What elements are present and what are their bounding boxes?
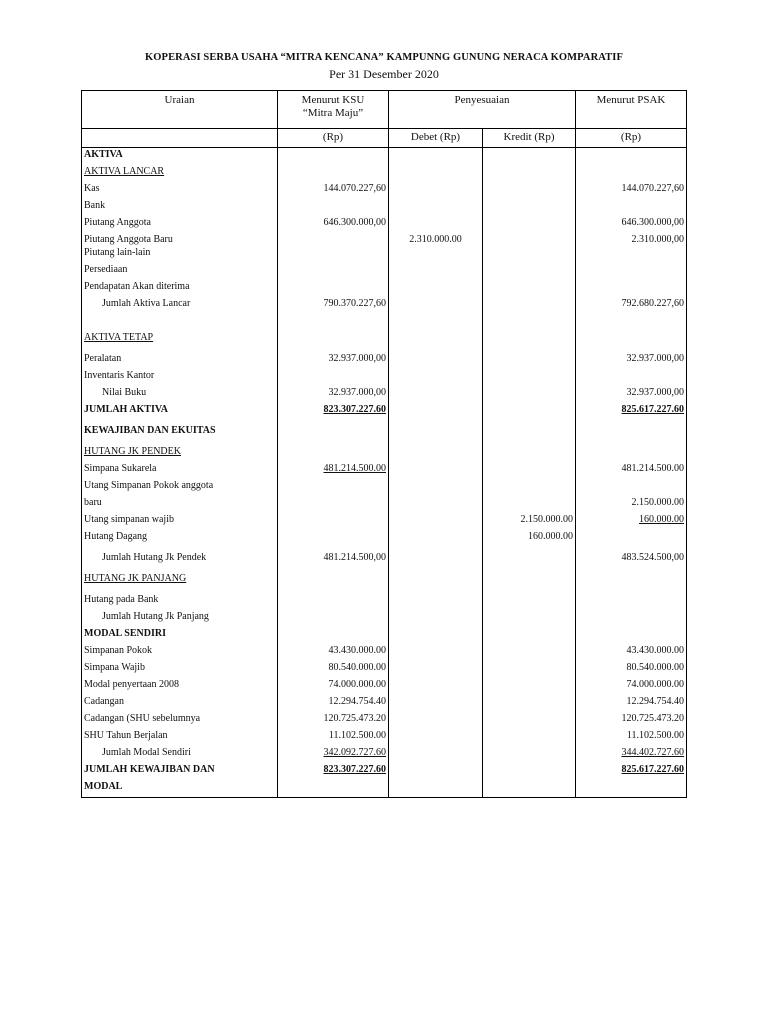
- table-row: [82, 420, 687, 445]
- value-psak: 344.402.727.60: [621, 747, 685, 758]
- row-label: Utang simpanan wajib: [82, 513, 278, 530]
- col-header-ksu-line1: Menurut KSU: [301, 94, 365, 106]
- row-label: baru: [82, 496, 278, 513]
- table-row: [82, 678, 687, 695]
- value-ksu: 80.540.000.00: [278, 661, 389, 678]
- value-psak: 120.725.473.20: [576, 712, 687, 729]
- table-row: [82, 263, 687, 280]
- balance-sheet-table: [81, 90, 687, 798]
- value-psak: 825.617.227.60: [621, 764, 685, 775]
- row-label: Bank: [82, 199, 278, 216]
- section-kewajiban-ekuitas: KEWAJIBAN DAN EKUITAS: [82, 420, 278, 445]
- value-psak: 80.540.000.00: [576, 661, 687, 678]
- table-row: [82, 729, 687, 746]
- value-ksu: 32.937.000,00: [278, 386, 389, 403]
- table-row: [82, 246, 687, 263]
- table-row: [82, 627, 687, 644]
- value-psak: 74.000.000.00: [576, 678, 687, 695]
- value-ksu: 43.430.000.00: [278, 644, 389, 661]
- col-subheader-ksu: (Rp): [278, 129, 389, 148]
- value-ksu: 790.370.227,60: [278, 297, 389, 314]
- table-row: [82, 148, 687, 166]
- value-psak: 825.617.227.60: [621, 404, 685, 415]
- value-psak: 483.524.500,00: [576, 547, 687, 572]
- table-subheader-row: [82, 129, 687, 148]
- table-row: [82, 547, 687, 572]
- table-row: [82, 593, 687, 610]
- section-hutang-pendek: HUTANG JK PENDEK: [84, 446, 181, 457]
- table-row: [82, 280, 687, 297]
- value-psak: 32.937.000,00: [576, 386, 687, 403]
- table-row: [82, 513, 687, 530]
- table-row: [82, 746, 687, 763]
- value-psak: 481.214.500.00: [576, 462, 687, 479]
- table-row: [82, 763, 687, 780]
- table-row: [82, 182, 687, 199]
- row-label: Inventaris Kantor: [82, 369, 278, 386]
- col-subheader-debet: Debet (Rp): [389, 129, 483, 148]
- value-ksu: 646.300.000,00: [278, 216, 389, 233]
- row-label: Pendapatan Akan diterima: [82, 280, 278, 297]
- col-subheader-uraian: [82, 129, 278, 148]
- row-label: Persediaan: [82, 263, 278, 280]
- value-psak: 11.102.500.00: [576, 729, 687, 746]
- row-label: Piutang Anggota: [82, 216, 278, 233]
- value-psak: 160.000.00: [639, 514, 685, 525]
- table-row: [82, 199, 687, 216]
- value-kredit: 160.000.00: [483, 530, 576, 547]
- value-ksu: 823.307.227.60: [323, 764, 386, 775]
- table-row: [82, 695, 687, 712]
- table-row: [82, 479, 687, 496]
- row-label: Hutang Dagang: [82, 530, 278, 547]
- value-psak: 646.300.000,00: [576, 216, 687, 233]
- table-row: [82, 496, 687, 513]
- row-label: Nilai Buku: [82, 386, 278, 403]
- value-ksu: 144.070.227,60: [278, 182, 389, 199]
- table-row: [82, 216, 687, 233]
- col-subheader-kredit: Kredit (Rp): [483, 129, 576, 148]
- section-aktiva-lancar: AKTIVA LANCAR: [84, 166, 165, 177]
- section-hutang-panjang: HUTANG JK PANJANG: [84, 573, 187, 584]
- row-label: Jumlah Hutang Jk Panjang: [82, 610, 278, 627]
- row-label: Hutang pada Bank: [82, 593, 278, 610]
- table-row: [82, 297, 687, 314]
- value-psak: 43.430.000.00: [576, 644, 687, 661]
- table-row: [82, 403, 687, 420]
- table-row: [82, 445, 687, 462]
- value-psak: 32.937.000,00: [576, 352, 687, 369]
- table-row: [82, 331, 687, 352]
- row-label: SHU Tahun Berjalan: [82, 729, 278, 746]
- row-label: Modal penyertaan 2008: [82, 678, 278, 695]
- table-row: [82, 369, 687, 386]
- col-header-ksu-line2: “Mitra Maju”: [302, 107, 364, 119]
- row-label: Cadangan: [82, 695, 278, 712]
- value-ksu: 481.214.500,00: [278, 547, 389, 572]
- row-label: Jumlah Hutang Jk Pendek: [82, 547, 278, 572]
- value-debet: 2.310.000.00: [389, 233, 483, 246]
- row-label: Utang Simpanan Pokok anggota: [82, 479, 278, 496]
- table-row: [82, 712, 687, 729]
- value-psak: 12.294.754.40: [576, 695, 687, 712]
- table-row: [82, 780, 687, 798]
- value-psak: 2.310.000,00: [576, 233, 687, 246]
- value-psak: 2.150.000.00: [576, 496, 687, 513]
- row-label: Kas: [82, 182, 278, 199]
- value-ksu: 342.092.727.60: [323, 747, 386, 758]
- section-aktiva-tetap: AKTIVA TETAP: [84, 332, 154, 343]
- table-row: [82, 530, 687, 547]
- row-label: Jumlah Modal Sendiri: [82, 746, 278, 763]
- table-header-row: [82, 91, 687, 129]
- table-row: [82, 352, 687, 369]
- row-label: Jumlah Aktiva Lancar: [82, 297, 278, 314]
- col-subheader-psak: (Rp): [576, 129, 687, 148]
- table-row-spacer: [82, 314, 687, 331]
- row-label: Simpanan Pokok: [82, 644, 278, 661]
- table-row: [82, 661, 687, 678]
- row-label: JUMLAH AKTIVA: [82, 403, 278, 420]
- table-row: [82, 165, 687, 182]
- value-ksu: 823.307.227.60: [323, 404, 386, 415]
- row-label: MODAL: [82, 780, 278, 798]
- value-ksu: 11.102.500.00: [278, 729, 389, 746]
- row-label: Simpana Sukarela: [82, 462, 278, 479]
- row-label: Piutang Anggota Baru: [82, 233, 278, 246]
- value-ksu: 74.000.000.00: [278, 678, 389, 695]
- value-kredit: 2.150.000.00: [483, 513, 576, 530]
- document-subtitle: Per 31 Desember 2020: [329, 67, 439, 81]
- section-aktiva: AKTIVA: [82, 148, 278, 166]
- col-header-ksu: [278, 91, 389, 129]
- row-label: Piutang lain-lain: [82, 246, 278, 263]
- row-label: Cadangan (SHU sebelumnya: [82, 712, 278, 729]
- table-row: [82, 462, 687, 479]
- table-row: [82, 386, 687, 403]
- col-header-psak: Menurut PSAK: [576, 91, 687, 129]
- value-psak: 792.680.227,60: [576, 297, 687, 314]
- section-modal-sendiri: MODAL SENDIRI: [82, 627, 278, 644]
- value-ksu: 12.294.754.40: [278, 695, 389, 712]
- value-psak: 144.070.227,60: [576, 182, 687, 199]
- table-row: [82, 233, 687, 246]
- table-row: [82, 572, 687, 593]
- row-label: JUMLAH KEWAJIBAN DAN: [82, 763, 278, 780]
- value-ksu: 32.937.000,00: [278, 352, 389, 369]
- table-row: [82, 644, 687, 661]
- row-label: Simpana Wajib: [82, 661, 278, 678]
- value-ksu: 481.214.500.00: [323, 463, 386, 474]
- col-header-uraian: Uraian: [82, 91, 278, 129]
- table-row: [82, 610, 687, 627]
- value-ksu: 120.725.473.20: [278, 712, 389, 729]
- row-label: Peralatan: [82, 352, 278, 369]
- col-header-penyesuaian: Penyesuaian: [389, 91, 576, 129]
- document-title: KOPERASI SERBA USAHA “MITRA KENCANA” KAMPUNNG GUNUNG NERACA KOMPARATIF: [145, 52, 623, 63]
